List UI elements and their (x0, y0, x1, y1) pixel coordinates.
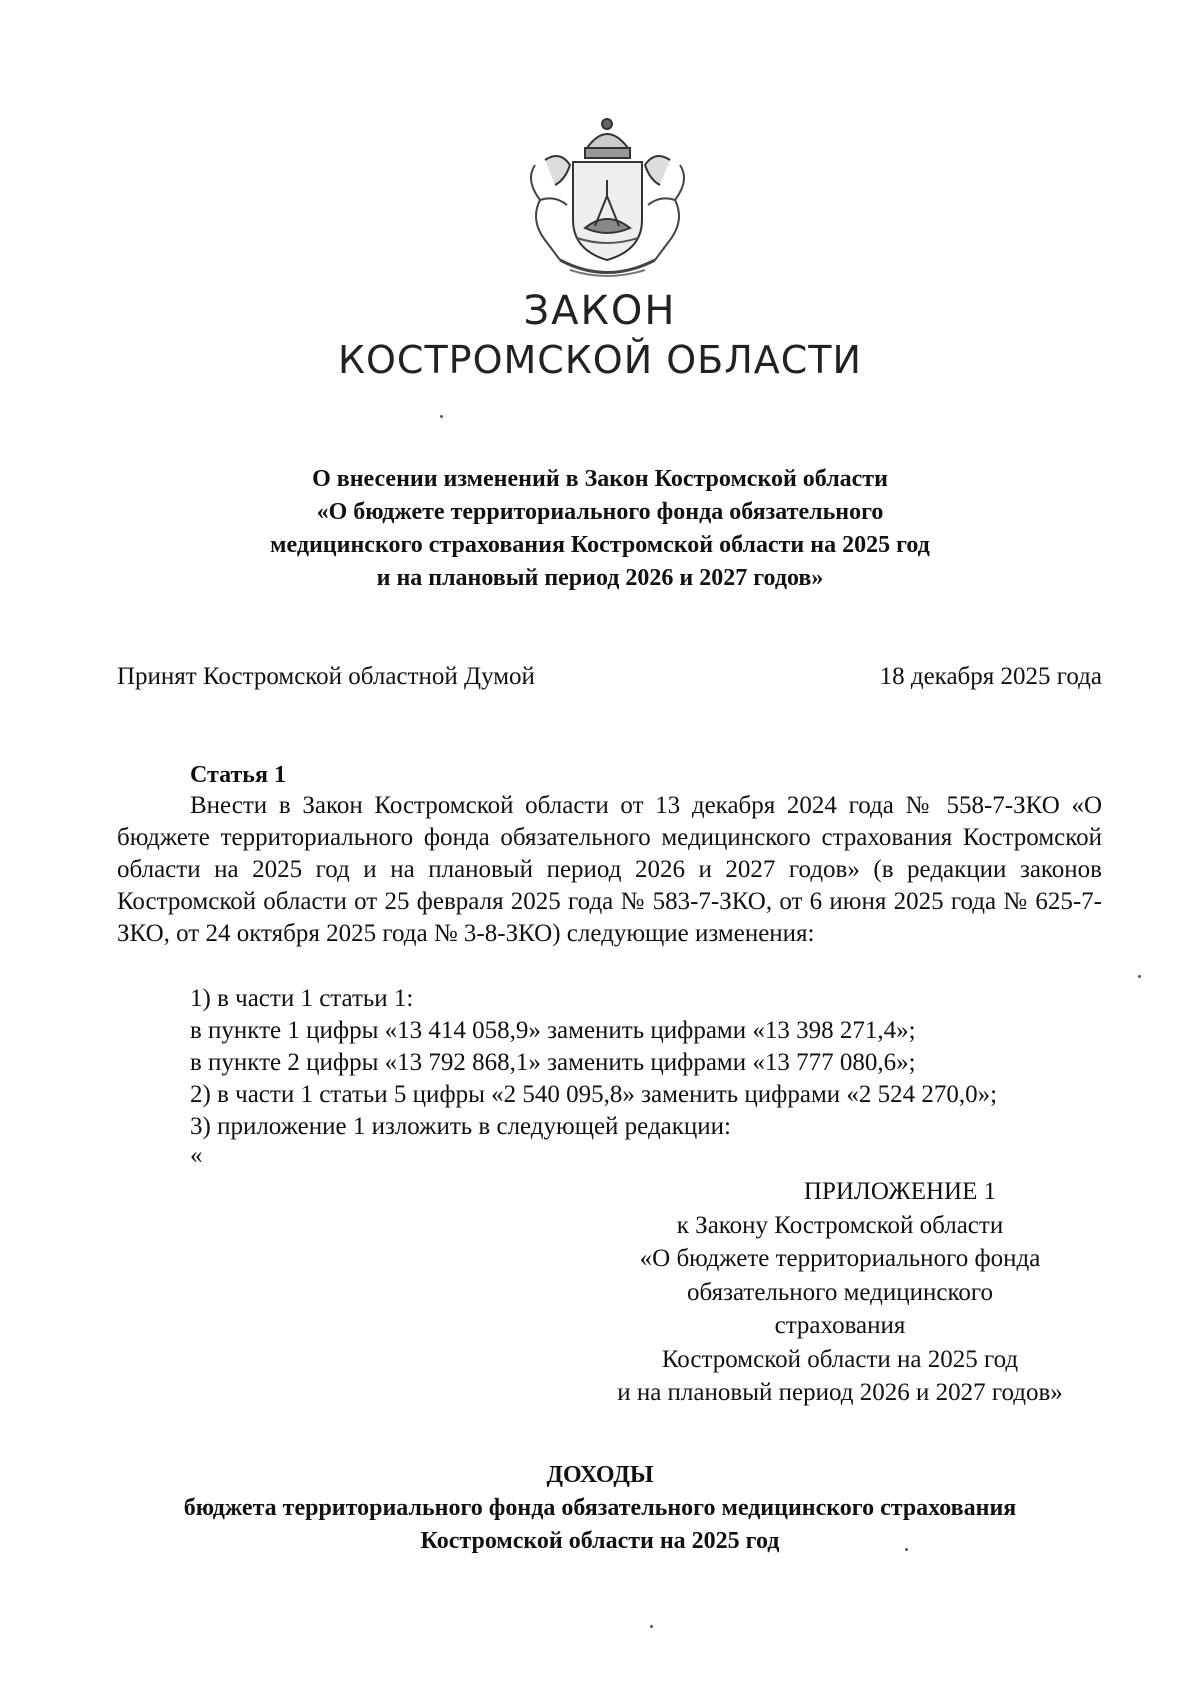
adoption-date: 18 декабря 2025 года (879, 663, 1102, 690)
scan-speck (650, 1625, 653, 1628)
appendix-line: и на плановый период 2026 и 2027 годов» (617, 1379, 1063, 1406)
appendix-line: «О бюджете территориального фонда (639, 1245, 1041, 1272)
amendment-item: в пункте 1 цифры «13 414 058,9» заменить цифрами «13 398 271,4»; (190, 1017, 916, 1044)
title-line: медицинского страхования Костромской области на 2025 год (270, 532, 930, 558)
adoption-line (117, 663, 1102, 691)
article-intro-paragraph: Внести в Закон Костромской области от 13 декабря 2024 года № 558-7-ЗКО «О бюджете территориального фонда обязательного медицинского страхования Костромской области на 2025 год и на плановый период 2026 и 2027 годов» (в редакции законов Костромской области от 25 февраля 2025 года № 583-7-ЗКО, от 6 июня 2025 года № 625-7-ЗКО, от 24 октября 2025 года № 3-8-ЗКО) следующие изменения: (117, 792, 1102, 947)
appendix-line: Костромской области на 2025 год (661, 1345, 1019, 1373)
amendment-item: 2) в части 1 статьи 5 цифры «2 540 095,8» заменить цифрами «2 524 270,0»; (190, 1081, 998, 1108)
scan-speck (905, 1548, 908, 1551)
incomes-title: ДОХОДЫ (546, 1462, 654, 1488)
law-title (150, 463, 1050, 595)
incomes-subtitle-line: бюджета территориального фонда обязательного медицинского страхования (183, 1495, 1017, 1521)
amendment-item: в пункте 2 цифры «13 792 868,1» заменить цифрами «13 777 080,6»; (190, 1049, 916, 1076)
appendix-header-block (590, 1175, 1090, 1410)
appendix-line: страхования (774, 1312, 906, 1339)
appendix-label: ПРИЛОЖЕНИЕ 1 (803, 1178, 997, 1205)
incomes-subtitle-line: Костромской области на 2025 год (420, 1528, 780, 1554)
title-line: О внесении изменений в Закон Костромской области (312, 466, 888, 492)
title-line: и на плановый период 2026 и 2027 годов» (376, 565, 824, 591)
amendment-item: 1) в части 1 статьи 1: (190, 985, 414, 1012)
title-line: «О бюджете территориального фонда обязательного (316, 499, 884, 525)
amendment-item: 3) приложение 1 изложить в следующей редакции: (190, 1113, 731, 1140)
appendix-line: к Закону Костромской области (676, 1211, 1004, 1239)
article-heading: Статья 1 (190, 762, 286, 788)
adopted-by: Принят Костромской областной Думой (117, 663, 535, 690)
scan-speck (1138, 975, 1141, 978)
opening-quote: « (190, 1142, 203, 1169)
scan-speck (440, 415, 443, 418)
region-heading: КОСТРОМСКОЙ ОБЛАСТИ (338, 338, 862, 382)
appendix-line: обязательного медицинского (686, 1278, 993, 1306)
law-heading: ЗАКОН (523, 288, 677, 334)
coat-of-arms-emblem (515, 110, 700, 285)
